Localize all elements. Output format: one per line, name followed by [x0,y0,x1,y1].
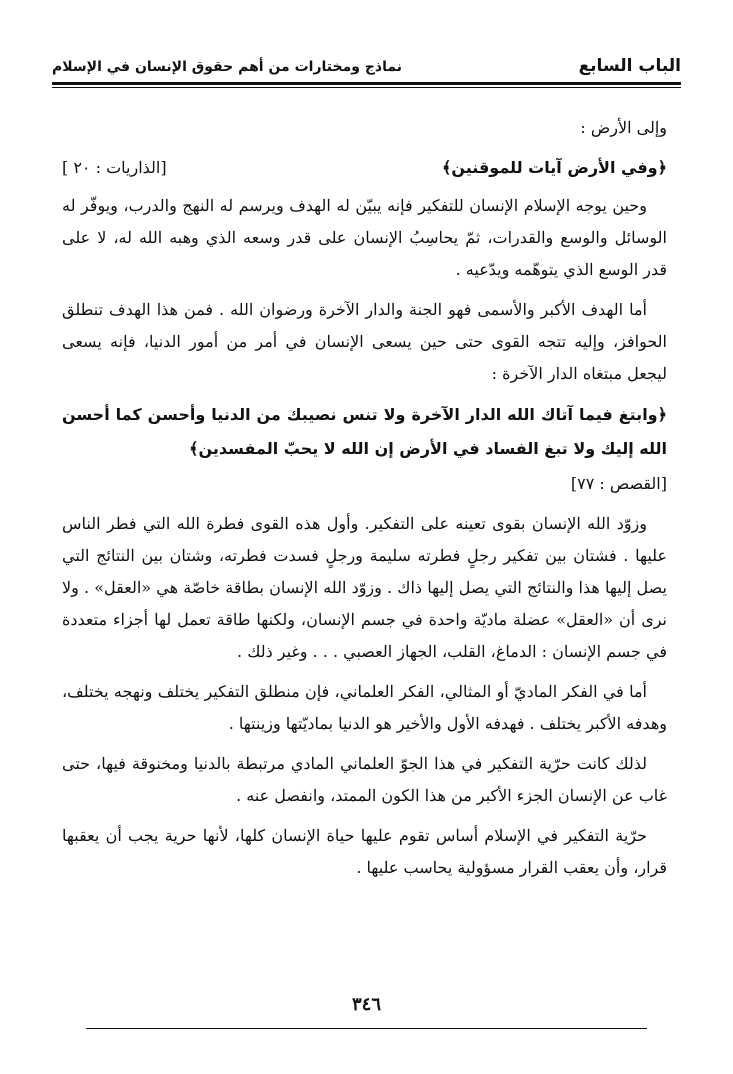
verse-reference-1: [الذاريات : ٢٠ ] [62,158,167,177]
chapter-title: الباب السابع [578,56,681,76]
page-header [52,40,681,80]
paragraph-2: أما الهدف الأكبر والأسمى فهو الجنة والدار الآخرة ورضوان الله . فمن هذا الهدف تنطلق الحوافز، وإليه تتجه القوى حتى حين يسعى الإنسان في أمر من أمور الدنيا، فإنه يسعى ليجعل مبتغاه الدار الآخرة : [62,300,667,383]
paragraph-6: حرّية التفكير في الإسلام أساس تقوم عليها حياة الإنسان كلها، لأنها حرية يجب أن يعقبها قرار، وأن يعقب القرار مسؤولية يحاسب عليها . [62,826,667,877]
verse-line-1 [62,152,667,184]
footer-rule [86,1028,647,1029]
quran-verse-2: ﴿وابتغ فيما آتاك الله الدار الآخرة ولا تنس نصيبك من الدنيا وأحسن كما أحسن الله إليك ولا تبغ الفساد في الأرض إن الله لا يحبّ المفسدين﴾ [62,405,667,458]
running-title: نماذج ومختارات من أهم حقوق الإنسان في الإسلام [52,59,403,75]
paragraph-3: وزوّد الله الإنسان بقوى تعينه على التفكير. وأول هذه القوى فطرة الله التي فطر الناس عليها . فشتان بين تفكير رجلٍ فطرته سليمة ورجلٍ فسدت فطرته، وشتان بين النتائج التي يصل إليها هذا والنتائج التي يصل إليها ذاك . وزوّد الله الإنسان بطاقة خاصّة هي «العقل» . ولا نرى أن «العقل» عضلة ماديّة واحدة في جسم الإنسان، ولكنها طاقة تعمل لها أجزاء متعددة في جسم الإنسان : الدماغ، القلب، الجهاز العصبي . . . وغير ذلك . [62,514,668,661]
header-rule-thin [52,87,681,88]
paragraph-1: وحين يوجه الإسلام الإنسان للتفكير فإنه يبيّن له الهدف ويرسم له النهج والدرب، ويوفّر له الوسائل والوسع والقدرات، ثمّ يحاسِبُ الإنسان على قدر وسعه الذي وهبه الله له، لا على قدر الوسع الذي يتوهّمه ويدّعيه . [62,196,667,279]
paragraph-4: أما في الفكر الماديّ أو المثالي، الفكر العلماني، فإن منطلق التفكير يختلف ونهجه يختلف، وهدفه الأكبر يختلف . فهدفه الأول والأخير هو الدنيا بماديّتها وزينتها . [62,682,667,733]
paragraph-5: لذلك كانت حرّية التفكير في هذا الجوّ العلماني المادي مرتبطة بالدنيا ومخنوقة فيها، حتى غاب عن الإنسان الجزء الأكبر من هذا الكون الممتد، وانفصل عنه . [62,754,667,805]
page-number: ٣٤٦ [351,994,381,1015]
quran-verse-1: ﴿وفي الأرض آيات للموقنين﴾ [441,158,667,177]
page-body [62,112,667,892]
intro-line: وإلى الأرض : [580,118,667,137]
verse-reference-2: [القصص : ٧٧] [570,474,667,493]
header-rule-thick [52,82,681,85]
